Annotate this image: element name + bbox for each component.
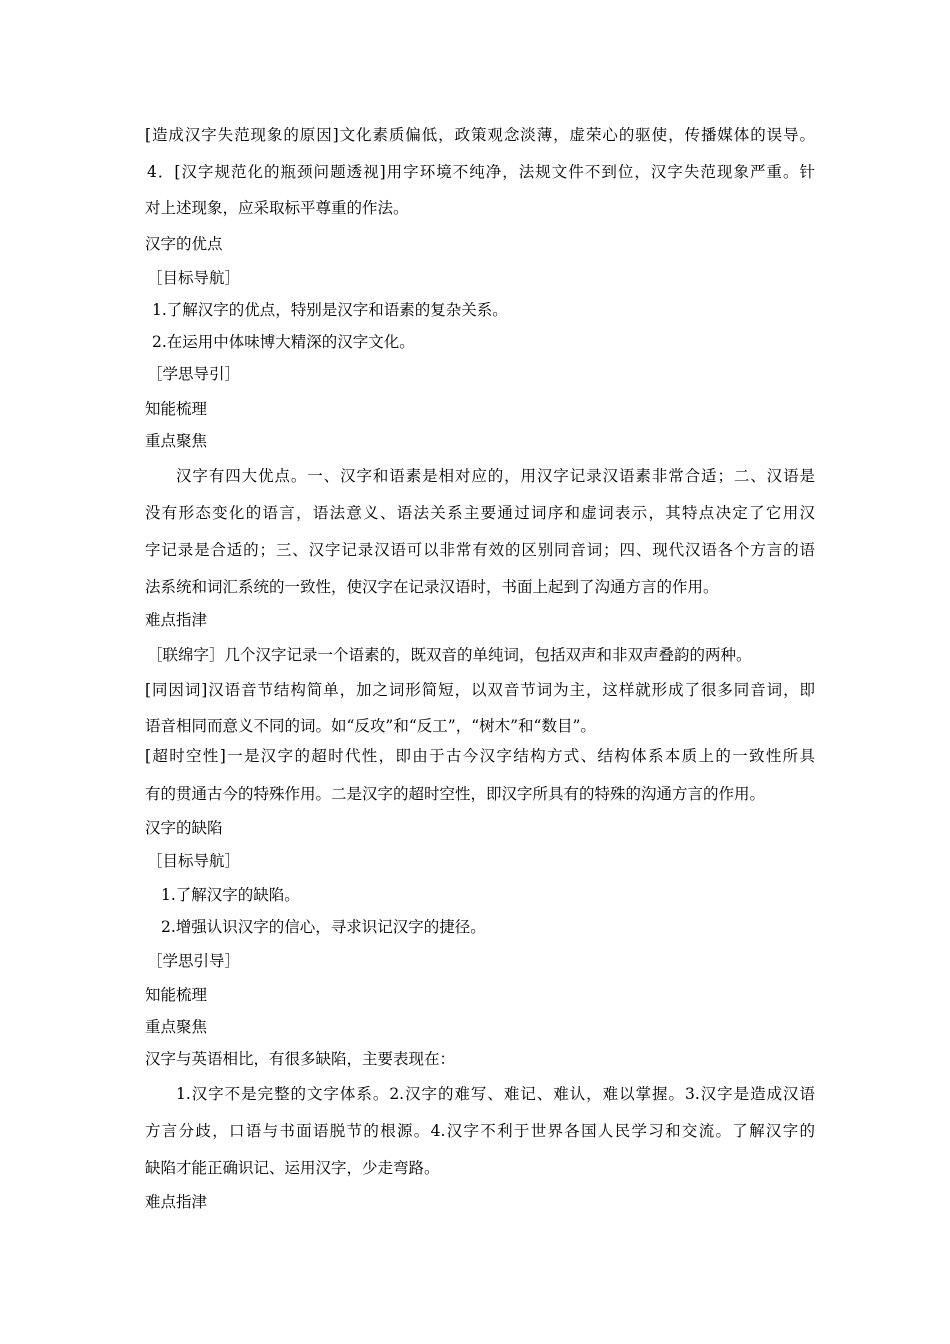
term-lianmianzi: ［联绵字］几个汉字记录一个语素的，既双音的单纯词，包括双声和非双声叠韵的两种。 [147, 646, 752, 664]
paragraph-advantages-1: 汉字有四大优点。一、汉字和语素是相对应的，用汉字记录汉语素非常合适；二、汉语是 [176, 467, 815, 485]
label-goal-navigation: ［目标导航］ [147, 269, 241, 287]
term-tongyinci-cont: 语音相同而意义不同的词。如“反攻”和“反工”，“树木”和“数目”。 [145, 717, 596, 735]
label-focus-2: 重点聚焦 [145, 1018, 208, 1036]
term-tongyinci: [同因词]汉语音节结构简单，加之词形简短，以双音节词为主，这样就形成了很多同音词，即 [145, 681, 815, 699]
label-difficulty-2: 难点指津 [145, 1193, 208, 1211]
goal-item-defects-2: 2.增强认识汉字的信心，寻求识记汉字的捷径。 [161, 918, 486, 936]
text-line-bottleneck: 4．[汉字规范化的瓶颈问题透视]用字环境不纯净，法规文件不到位，汉字失范现象严重。针 [147, 163, 815, 181]
paragraph-advantages-3: 字记录是合适的；三、汉字记录汉语可以非常有效的区别同音词；四、现代汉语各个方言的语 [145, 541, 815, 559]
label-study-guide: ［学思导引］ [147, 365, 241, 383]
paragraph-defects-3: 缺陷才能正确识记、运用汉字，少走弯路。 [145, 1159, 440, 1177]
term-chaoshikong: [超时空性]一是汉字的超时代性，即由于古今汉字结构方式、结构体系本质上的一致性所具 [145, 747, 815, 765]
label-focus: 重点聚焦 [145, 432, 208, 450]
goal-item-1: 1.了解汉字的优点，特别是汉字和语素的复杂关系。 [152, 301, 508, 319]
text-line-bottleneck-cont: 对上述现象，应采取标平尊重的作法。 [145, 199, 409, 217]
label-knowledge: 知能梳理 [145, 400, 208, 418]
label-goal-navigation-2: ［目标导航］ [147, 852, 241, 870]
goal-item-defects-1: 1.了解汉字的缺陷。 [161, 886, 300, 904]
paragraph-defects-intro: 汉字与英语相比，有很多缺陷，主要表现在： [145, 1050, 456, 1068]
section-heading-advantages: 汉字的优点 [145, 235, 223, 253]
text-line-cause: [造成汉字失范现象的原因]文化素质偏低，政策观念淡薄，虚荣心的驱使，传播媒体的误导。 [145, 126, 815, 144]
label-knowledge-2: 知能梳理 [145, 986, 208, 1004]
paragraph-defects-1: 1.汉字不是完整的文字体系。2.汉字的难写、难记、难认，难以掌握。3.汉字是造成汉语 [176, 1085, 815, 1103]
term-chaoshikong-cont: 有的贯通古今的特殊作用。二是汉字的超时空性，即汉字所具有的特殊的沟通方言的作用。 [145, 785, 766, 803]
paragraph-advantages-4: 法系统和词汇系统的一致性，使汉字在记录汉语时，书面上起到了沟通方言的作用。 [145, 578, 719, 596]
paragraph-defects-2: 方言分歧，口语与书面语脱节的根源。4.汉字不利于世界各国人民学习和交流。了解汉字的 [145, 1122, 815, 1140]
section-heading-defects: 汉字的缺陷 [145, 819, 223, 837]
goal-item-2: 2.在运用中体味博大精深的汉字文化。 [152, 333, 415, 351]
paragraph-advantages-2: 没有形态变化的语言，语法意义、语法关系主要通过词序和虚词表示，其特点决定了它用汉 [145, 504, 815, 522]
label-study-guide-2: ［学思引导］ [147, 952, 241, 970]
label-difficulty: 难点指津 [145, 611, 208, 629]
